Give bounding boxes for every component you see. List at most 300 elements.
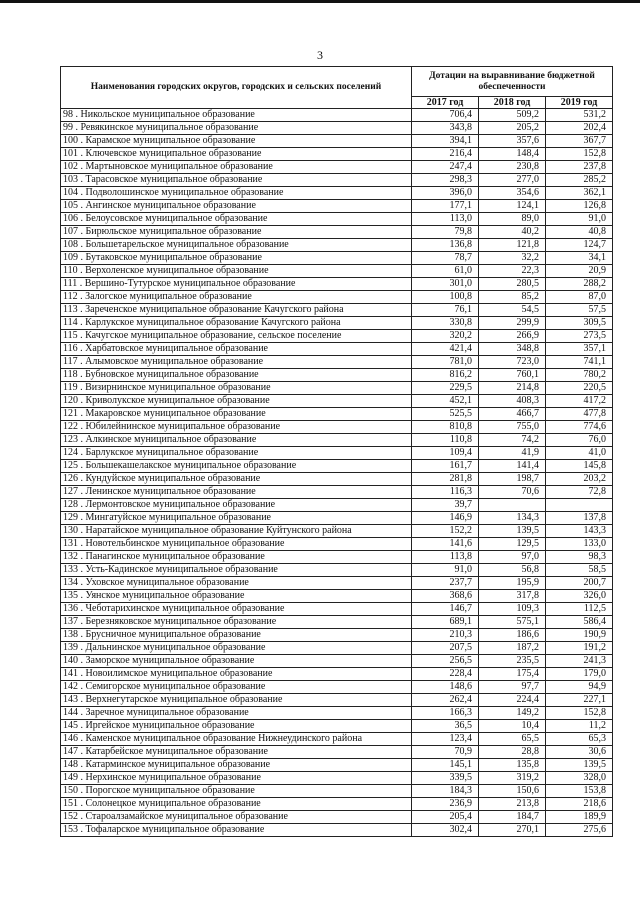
row-number-separator: . xyxy=(78,486,86,497)
table-row xyxy=(61,226,613,239)
row-number-separator: . xyxy=(77,330,86,341)
value-y2018: 466,7 xyxy=(479,408,546,421)
value-y2018: 299,9 xyxy=(479,317,546,330)
value-y2017: 136,8 xyxy=(412,239,479,252)
row-number-separator: . xyxy=(78,642,86,653)
row-number-separator: . xyxy=(78,135,86,146)
value-y2018: 198,7 xyxy=(479,473,546,486)
row-name-cell xyxy=(61,564,412,577)
value-y2017: 184,3 xyxy=(412,785,479,798)
row-name: Бирюльское муниципальное образование xyxy=(85,226,262,237)
row-number-separator: . xyxy=(78,460,86,471)
row-number-separator: . xyxy=(78,772,86,783)
row-name-cell xyxy=(61,421,412,434)
row-name-cell xyxy=(61,239,412,252)
value-y2017: 228,4 xyxy=(412,668,479,681)
table-row xyxy=(61,746,613,759)
row-name: Усть-Кадинское муниципальное образование xyxy=(85,564,278,575)
row-number: 134 xyxy=(63,577,78,588)
row-name-cell xyxy=(61,174,412,187)
value-y2018: 54,5 xyxy=(479,304,546,317)
row-name-cell xyxy=(61,395,412,408)
value-y2018: 22,3 xyxy=(479,265,546,278)
value-y2019: 275,6 xyxy=(546,824,613,837)
value-y2017: 177,1 xyxy=(412,200,479,213)
row-number-separator: . xyxy=(78,707,86,718)
row-name: Ленинское муниципальное образование xyxy=(85,486,256,497)
value-y2019 xyxy=(546,499,613,512)
row-number: 152 xyxy=(63,811,78,822)
row-number: 112 xyxy=(63,291,78,302)
value-y2018: 230,8 xyxy=(479,161,546,174)
value-y2019: 190,9 xyxy=(546,629,613,642)
value-y2018: 148,4 xyxy=(479,148,546,161)
row-number: 142 xyxy=(63,681,78,692)
row-name-cell xyxy=(61,213,412,226)
table-row xyxy=(61,109,613,122)
value-y2017: 810,8 xyxy=(412,421,479,434)
table-body xyxy=(61,109,613,837)
row-number-separator: . xyxy=(78,811,86,822)
row-name-cell xyxy=(61,343,412,356)
row-number-separator: . xyxy=(77,278,85,289)
row-name-cell xyxy=(61,616,412,629)
value-y2017: 343,8 xyxy=(412,122,479,135)
value-y2017: 216,4 xyxy=(412,148,479,161)
row-number-separator: . xyxy=(78,200,86,211)
row-number: 98 xyxy=(63,109,73,120)
row-number-separator: . xyxy=(78,655,86,666)
value-y2017: 706,4 xyxy=(412,109,479,122)
value-y2017: 141,6 xyxy=(412,538,479,551)
row-name-cell xyxy=(61,252,412,265)
table-row xyxy=(61,330,613,343)
row-name-cell xyxy=(61,330,412,343)
value-y2017: 148,6 xyxy=(412,681,479,694)
value-y2019: 273,5 xyxy=(546,330,613,343)
value-y2019: 780,2 xyxy=(546,369,613,382)
value-y2018: 134,3 xyxy=(479,512,546,525)
value-y2018: 186,6 xyxy=(479,629,546,642)
row-number-separator: . xyxy=(78,148,86,159)
row-name: Вершино-Тутурское муниципальное образование xyxy=(84,278,296,289)
row-name: Староалзамайское муниципальное образование xyxy=(85,811,288,822)
table-row xyxy=(61,759,613,772)
value-y2017: 368,6 xyxy=(412,590,479,603)
row-number-separator: . xyxy=(78,161,86,172)
value-y2019: 586,4 xyxy=(546,616,613,629)
row-name: Лермонтовское муниципальное образование xyxy=(85,499,276,510)
value-y2019: 367,7 xyxy=(546,135,613,148)
value-y2018: 214,8 xyxy=(479,382,546,395)
value-y2017: 146,7 xyxy=(412,603,479,616)
row-number-separator: . xyxy=(78,213,86,224)
row-name: Новотельбинское муниципальное образование xyxy=(85,538,285,549)
row-number-separator: . xyxy=(73,122,81,133)
row-number-separator: . xyxy=(77,356,86,367)
row-name: Алкинское муниципальное образование xyxy=(85,434,257,445)
row-name-cell xyxy=(61,720,412,733)
row-name-cell xyxy=(61,551,412,564)
value-y2017: 36,5 xyxy=(412,720,479,733)
row-name-cell xyxy=(61,317,412,330)
row-number-separator: . xyxy=(78,577,86,588)
value-y2018: 235,5 xyxy=(479,655,546,668)
row-number: 131 xyxy=(63,538,78,549)
row-number: 117 xyxy=(63,356,78,367)
table-row xyxy=(61,200,613,213)
value-y2019: 112,5 xyxy=(546,603,613,616)
table-row xyxy=(61,590,613,603)
value-y2018: 175,4 xyxy=(479,668,546,681)
row-name-cell xyxy=(61,304,412,317)
value-y2019: 362,1 xyxy=(546,187,613,200)
row-number: 102 xyxy=(63,161,78,172)
value-y2017: 166,3 xyxy=(412,707,479,720)
value-y2019: 285,2 xyxy=(546,174,613,187)
row-number-separator: . xyxy=(77,343,86,354)
value-y2019: 202,4 xyxy=(546,122,613,135)
row-number-separator: . xyxy=(78,395,86,406)
value-y2018: 135,8 xyxy=(479,759,546,772)
row-name-cell xyxy=(61,460,412,473)
row-number: 113 xyxy=(63,304,78,315)
value-y2018: 224,4 xyxy=(479,694,546,707)
value-y2018: 213,8 xyxy=(479,798,546,811)
value-y2019: 477,8 xyxy=(546,408,613,421)
value-y2017: 330,8 xyxy=(412,317,479,330)
row-name: Березняковское муниципальное образование xyxy=(85,616,277,627)
value-y2019: 124,7 xyxy=(546,239,613,252)
value-y2019: 20,9 xyxy=(546,265,613,278)
row-number-separator: . xyxy=(78,551,86,562)
value-y2017: 61,0 xyxy=(412,265,479,278)
value-y2019: 203,2 xyxy=(546,473,613,486)
row-number: 130 xyxy=(63,525,78,536)
row-name-cell xyxy=(61,447,412,460)
table-row xyxy=(61,811,613,824)
row-name-cell xyxy=(61,629,412,642)
value-y2018: 97,7 xyxy=(479,681,546,694)
value-y2019: 288,2 xyxy=(546,278,613,291)
row-name-cell xyxy=(61,512,412,525)
value-y2018: 124,1 xyxy=(479,200,546,213)
row-number: 100 xyxy=(63,135,78,146)
value-y2019: 326,0 xyxy=(546,590,613,603)
header-group: Дотации на выравнивание бюджетной обеспеченности xyxy=(412,67,613,97)
table-row xyxy=(61,655,613,668)
value-y2018 xyxy=(479,499,546,512)
value-y2017: 339,5 xyxy=(412,772,479,785)
row-name: Бутаковское муниципальное образование xyxy=(85,252,262,263)
row-name: Карлукское муниципальное образование Качугского района xyxy=(85,317,341,328)
value-y2017: 207,5 xyxy=(412,642,479,655)
row-number-separator: . xyxy=(78,746,86,757)
table-row xyxy=(61,538,613,551)
table-row xyxy=(61,772,613,785)
row-name: Иргейское муниципальное образование xyxy=(85,720,255,731)
table-row xyxy=(61,174,613,187)
row-number-separator: . xyxy=(78,785,86,796)
row-name: Никольское муниципальное образование xyxy=(80,109,255,120)
header-year-2019: 2019 год xyxy=(546,97,613,109)
row-name: Большетарельское муниципальное образование xyxy=(85,239,289,250)
value-y2017: 70,9 xyxy=(412,746,479,759)
row-number: 143 xyxy=(63,694,78,705)
row-number-separator: . xyxy=(78,798,86,809)
value-y2019: 126,8 xyxy=(546,200,613,213)
row-name: Дальнинское муниципальное образование xyxy=(85,642,266,653)
row-name: Юбилейнинское муниципальное образование xyxy=(85,421,281,432)
value-y2017: 79,8 xyxy=(412,226,479,239)
row-number-separator: . xyxy=(78,421,86,432)
row-name-cell xyxy=(61,642,412,655)
row-number: 144 xyxy=(63,707,78,718)
value-y2017: 161,7 xyxy=(412,460,479,473)
row-name: Бубновское муниципальное образование xyxy=(85,369,259,380)
row-name: Тофаларское муниципальное образование xyxy=(85,824,265,835)
row-name: Верхоленское муниципальное образование xyxy=(85,265,269,276)
row-number: 127 xyxy=(63,486,78,497)
value-y2019: 237,8 xyxy=(546,161,613,174)
row-number-separator: . xyxy=(78,733,86,744)
row-number-separator: . xyxy=(78,174,86,185)
value-y2018: 150,6 xyxy=(479,785,546,798)
table-row xyxy=(61,616,613,629)
value-y2019: 76,0 xyxy=(546,434,613,447)
value-y2019: 143,3 xyxy=(546,525,613,538)
value-y2017: 78,7 xyxy=(412,252,479,265)
row-name-cell xyxy=(61,135,412,148)
row-number: 125 xyxy=(63,460,78,471)
value-y2019: 200,7 xyxy=(546,577,613,590)
value-y2018: 121,8 xyxy=(479,239,546,252)
table-row xyxy=(61,681,613,694)
value-y2018: 354,6 xyxy=(479,187,546,200)
row-number: 150 xyxy=(63,785,78,796)
row-name: Большекашелакское муниципальное образование xyxy=(85,460,297,471)
row-number-separator: . xyxy=(78,720,86,731)
value-y2018: 89,0 xyxy=(479,213,546,226)
table-row xyxy=(61,135,613,148)
row-number-separator: . xyxy=(78,525,86,536)
value-y2017: 302,4 xyxy=(412,824,479,837)
row-number-separator: . xyxy=(78,694,86,705)
value-y2019: 87,0 xyxy=(546,291,613,304)
row-number: 109 xyxy=(63,252,78,263)
header-name-column: Наименования городских округов, городских и сельских поселений xyxy=(61,67,412,109)
row-name-cell xyxy=(61,356,412,369)
row-number: 116 xyxy=(63,343,78,354)
row-name: Подволошинское муниципальное образование xyxy=(85,187,284,198)
row-name: Визирнинское муниципальное образование xyxy=(85,382,271,393)
value-y2019: 94,9 xyxy=(546,681,613,694)
value-y2019: 152,8 xyxy=(546,707,613,720)
value-y2019: 774,6 xyxy=(546,421,613,434)
table-row xyxy=(61,304,613,317)
row-name-cell xyxy=(61,434,412,447)
value-y2017: 525,5 xyxy=(412,408,479,421)
row-number: 104 xyxy=(63,187,78,198)
row-number: 148 xyxy=(63,759,78,770)
row-name-cell xyxy=(61,824,412,837)
row-name-cell xyxy=(61,109,412,122)
table-row xyxy=(61,707,613,720)
row-number-separator: . xyxy=(77,265,86,276)
value-y2018: 317,8 xyxy=(479,590,546,603)
table-row xyxy=(61,798,613,811)
table-row xyxy=(61,629,613,642)
row-name: Каменское муниципальное образование Нижнеудинского района xyxy=(85,733,363,744)
value-y2018: 141,4 xyxy=(479,460,546,473)
row-number-separator: . xyxy=(78,187,86,198)
table-row xyxy=(61,447,613,460)
value-y2018: 139,5 xyxy=(479,525,546,538)
row-name: Карамское муниципальное образование xyxy=(85,135,256,146)
row-name-cell xyxy=(61,122,412,135)
table-row xyxy=(61,213,613,226)
table-row xyxy=(61,785,613,798)
row-number-separator: . xyxy=(78,252,86,263)
value-y2017: 109,4 xyxy=(412,447,479,460)
value-y2017: 113,8 xyxy=(412,551,479,564)
value-y2019: 133,0 xyxy=(546,538,613,551)
value-y2019: 72,8 xyxy=(546,486,613,499)
row-name: Макаровское муниципальное образование xyxy=(85,408,266,419)
row-name-cell xyxy=(61,265,412,278)
row-name-cell xyxy=(61,499,412,512)
row-number-separator: . xyxy=(77,304,86,315)
row-number: 124 xyxy=(63,447,78,458)
value-y2019: 34,1 xyxy=(546,252,613,265)
table-row xyxy=(61,551,613,564)
row-name: Кундуйское муниципальное образование xyxy=(85,473,261,484)
row-number-separator: . xyxy=(78,759,86,770)
value-y2018: 41,9 xyxy=(479,447,546,460)
row-number: 147 xyxy=(63,746,78,757)
row-name-cell xyxy=(61,577,412,590)
row-number: 138 xyxy=(63,629,78,640)
row-name-cell xyxy=(61,200,412,213)
row-name: Алымовское муниципальное образование xyxy=(85,356,264,367)
value-y2017: 116,3 xyxy=(412,486,479,499)
value-y2017: 281,8 xyxy=(412,473,479,486)
row-name: Порогское муниципальное образование xyxy=(85,785,255,796)
row-name-cell xyxy=(61,655,412,668)
row-name-cell xyxy=(61,291,412,304)
row-number-separator: . xyxy=(77,317,86,328)
row-number: 123 xyxy=(63,434,78,445)
row-name: Ангинское муниципальное образование xyxy=(85,200,256,211)
row-name-cell xyxy=(61,668,412,681)
value-y2018: 85,2 xyxy=(479,291,546,304)
subsidies-table xyxy=(60,66,613,837)
table-row xyxy=(61,473,613,486)
row-number: 146 xyxy=(63,733,78,744)
row-name-cell xyxy=(61,486,412,499)
row-name: Барлукское муниципальное образование xyxy=(85,447,259,458)
row-number-separator: . xyxy=(78,239,86,250)
value-y2019: 145,8 xyxy=(546,460,613,473)
value-y2018: 109,3 xyxy=(479,603,546,616)
table-row xyxy=(61,148,613,161)
row-name-cell xyxy=(61,525,412,538)
value-y2018: 509,2 xyxy=(479,109,546,122)
value-y2017: 100,8 xyxy=(412,291,479,304)
value-y2017: 262,4 xyxy=(412,694,479,707)
row-name: Залогское муниципальное образование xyxy=(85,291,252,302)
value-y2019: 152,8 xyxy=(546,148,613,161)
value-y2018: 195,9 xyxy=(479,577,546,590)
value-y2019: 40,8 xyxy=(546,226,613,239)
row-name: Харбатовское муниципальное образование xyxy=(85,343,268,354)
value-y2018: 129,5 xyxy=(479,538,546,551)
row-number: 151 xyxy=(63,798,78,809)
row-name-cell xyxy=(61,798,412,811)
table-row xyxy=(61,291,613,304)
table-row xyxy=(61,642,613,655)
row-number-separator: . xyxy=(78,629,86,640)
row-number-separator: . xyxy=(78,616,86,627)
row-number: 106 xyxy=(63,213,78,224)
value-y2018: 270,1 xyxy=(479,824,546,837)
table-row xyxy=(61,434,613,447)
row-number: 136 xyxy=(63,603,78,614)
value-y2017: 123,4 xyxy=(412,733,479,746)
value-y2019: 241,3 xyxy=(546,655,613,668)
row-number-separator: . xyxy=(77,382,86,393)
table-row xyxy=(61,733,613,746)
row-number-separator: . xyxy=(78,824,86,835)
row-name-cell xyxy=(61,707,412,720)
value-y2019: 65,3 xyxy=(546,733,613,746)
row-number: 140 xyxy=(63,655,78,666)
row-number: 99 xyxy=(63,122,73,133)
value-y2019: 179,0 xyxy=(546,668,613,681)
row-number: 122 xyxy=(63,421,78,432)
value-y2017: 236,9 xyxy=(412,798,479,811)
value-y2018: 348,8 xyxy=(479,343,546,356)
table-row xyxy=(61,239,613,252)
table-row xyxy=(61,460,613,473)
row-name: Брусничное муниципальное образование xyxy=(85,629,261,640)
value-y2018: 408,3 xyxy=(479,395,546,408)
row-number: 103 xyxy=(63,174,78,185)
table-row xyxy=(61,369,613,382)
value-y2017: 145,1 xyxy=(412,759,479,772)
value-y2017: 237,7 xyxy=(412,577,479,590)
value-y2017: 210,3 xyxy=(412,629,479,642)
row-name: Ревякинское муниципальное образование xyxy=(80,122,259,133)
value-y2019: 98,3 xyxy=(546,551,613,564)
value-y2019: 58,5 xyxy=(546,564,613,577)
value-y2019: 91,0 xyxy=(546,213,613,226)
row-number-separator: . xyxy=(78,590,86,601)
value-y2018: 40,2 xyxy=(479,226,546,239)
value-y2018: 187,2 xyxy=(479,642,546,655)
page-number: 3 xyxy=(317,48,323,62)
value-y2019: 41,0 xyxy=(546,447,613,460)
row-number: 121 xyxy=(63,408,78,419)
table-row xyxy=(61,343,613,356)
value-y2018: 97,0 xyxy=(479,551,546,564)
row-number: 115 xyxy=(63,330,78,341)
table-row xyxy=(61,486,613,499)
value-y2018: 357,6 xyxy=(479,135,546,148)
value-y2019: 417,2 xyxy=(546,395,613,408)
row-name-cell xyxy=(61,759,412,772)
value-y2017: 301,0 xyxy=(412,278,479,291)
